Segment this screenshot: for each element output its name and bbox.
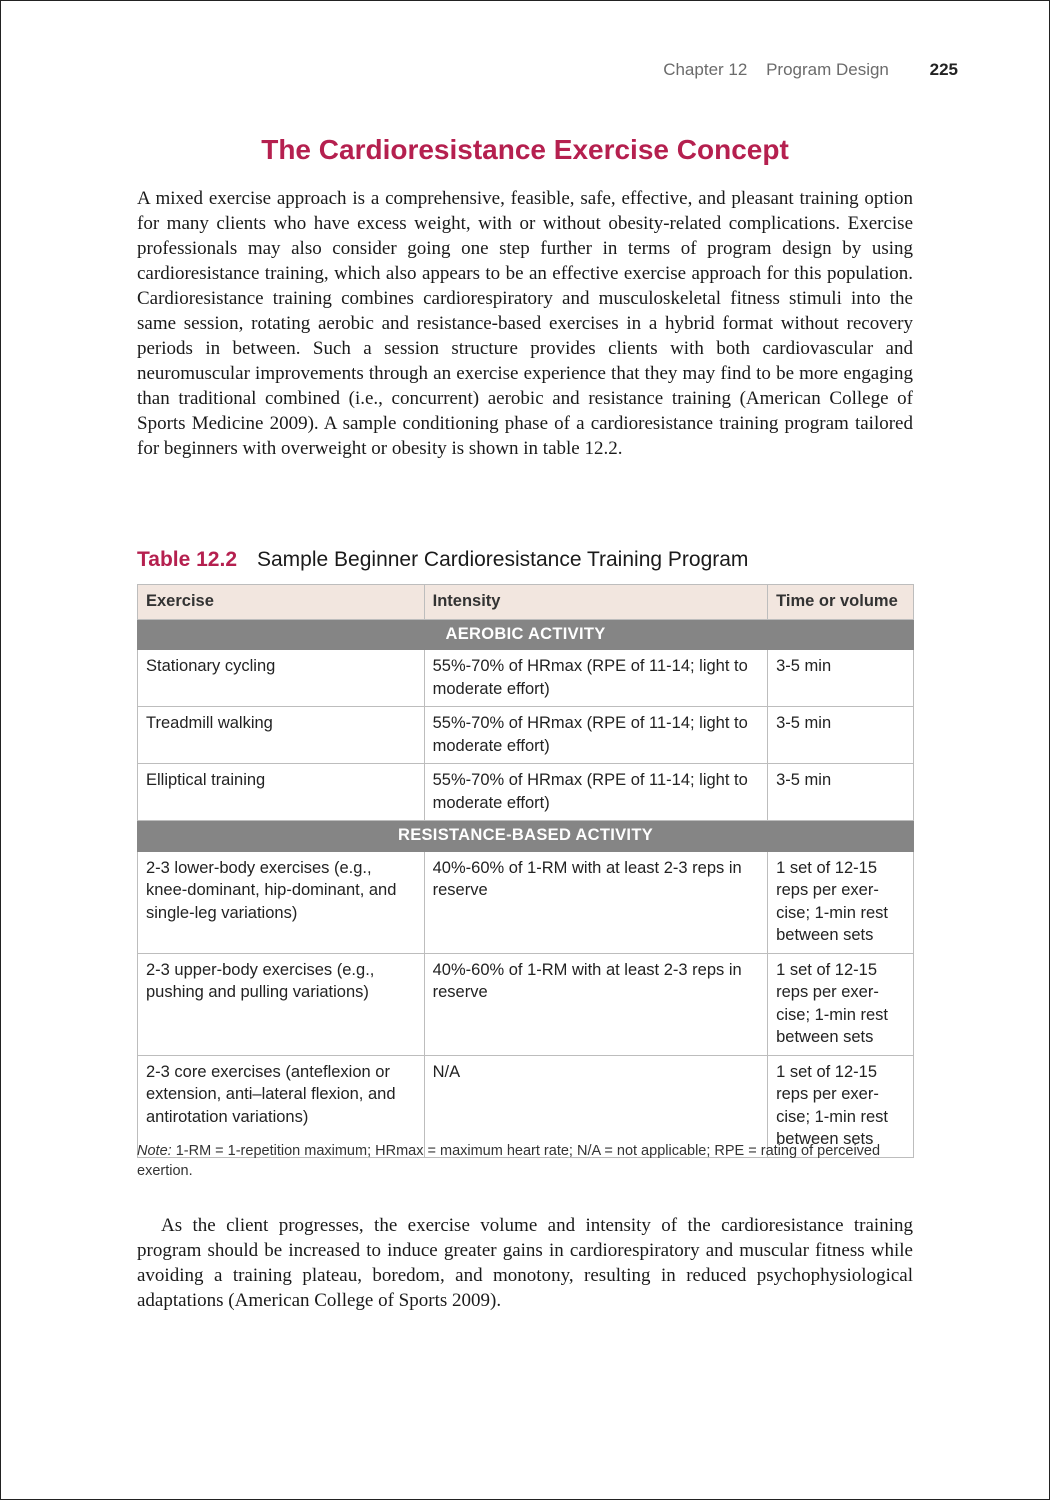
cell-time-volume: 1 set of 12-15 reps per exer-cise; 1-min rest between sets: [768, 953, 914, 1055]
table-note-text: 1-RM = 1-repetition maximum; HRmax = maximum heart rate; N/A = not applicable; RPE = rating of perceived exertion.: [137, 1143, 881, 1179]
table-note-label: Note:: [137, 1143, 172, 1159]
header-exercise: Exercise: [138, 585, 425, 620]
running-head: [663, 60, 958, 80]
body-paragraph-progression: As the client progresses, the exercise volume and intensity of the cardioresistance training program should be increased to induce greater gains in cardiorespiratory and muscular fitness while avoiding a training plateau, boredom, and monotony, resulting in reduced psychophysiological adaptations (American College of Sports 2009).: [137, 1215, 913, 1311]
table-header-row: [138, 585, 914, 620]
cell-exercise: 2-3 core exercises (anteflexion or extension, anti–lateral flexion, and antirotation variations): [138, 1055, 425, 1157]
training-program-table: [137, 584, 914, 1158]
cell-intensity: 55%-70% of HRmax (RPE of 11-14; light to moderate effort): [424, 650, 767, 707]
table-caption: [137, 548, 748, 572]
cell-time-volume: 3-5 min: [768, 650, 914, 707]
table-row: [138, 851, 914, 953]
cell-exercise: 2-3 lower-body exercises (e.g., knee-dominant, hip-dominant, and single-leg variations): [138, 851, 425, 953]
running-head-section: Program Design: [766, 60, 889, 79]
cell-exercise: Elliptical training: [138, 764, 425, 821]
cell-time-volume: 3-5 min: [768, 707, 914, 764]
table-note: [137, 1141, 907, 1181]
page-number: 225: [929, 60, 958, 79]
cell-intensity: N/A: [424, 1055, 767, 1157]
cell-time-volume: 1 set of 12-15 reps per exer-cise; 1-min rest between sets: [768, 1055, 914, 1157]
group-label: AEROBIC ACTIVITY: [138, 619, 914, 650]
body-paragraph-intro: A mixed exercise approach is a comprehensive, feasible, safe, effective, and pleasant training option for many clients who have excess weight, with or without obesity-related complications. Exercise professionals may also consider going one step further in terms of program design by using cardioresistance training, which also appears to be an effective exercise approach for this population. Cardioresistance training combines cardiorespiratory and musculoskeletal fitness stimuli into the same session, rotating aerobic and resistance-based exercises in a hybrid format without recovery periods in between. Such a session structure provides clients with both cardiovascular and neuromuscular improvements through an exercise experience that they may find to be more engaging than traditional combined (i.e., concurrent) aerobic and resistance training (American College of Sports Medicine 2009). A sample conditioning phase of a cardioresistance training program tailored for beginners with overweight or obesity is shown in table 12.2.: [137, 188, 913, 459]
cell-intensity: 40%-60% of 1-RM with at least 2-3 reps in reserve: [424, 953, 767, 1055]
group-label: RESISTANCE-BASED ACTIVITY: [138, 821, 914, 852]
group-row-aerobic: [138, 619, 914, 650]
group-row-resistance: [138, 821, 914, 852]
table-number: Table 12.2: [137, 548, 237, 571]
cell-exercise: 2-3 upper-body exercises (e.g., pushing and pulling variations): [138, 953, 425, 1055]
table-row: [138, 707, 914, 764]
table-row: [138, 953, 914, 1055]
cell-exercise: Stationary cycling: [138, 650, 425, 707]
table-row: [138, 764, 914, 821]
cell-intensity: 40%-60% of 1-RM with at least 2-3 reps in reserve: [424, 851, 767, 953]
cell-intensity: 55%-70% of HRmax (RPE of 11-14; light to moderate effort): [424, 707, 767, 764]
section-title: The Cardioresistance Exercise Concept: [261, 134, 789, 165]
cell-exercise: Treadmill walking: [138, 707, 425, 764]
header-intensity: Intensity: [424, 585, 767, 620]
cell-intensity: 55%-70% of HRmax (RPE of 11-14; light to moderate effort): [424, 764, 767, 821]
header-time-volume: Time or volume: [768, 585, 914, 620]
cell-time-volume: 3-5 min: [768, 764, 914, 821]
table-title: Sample Beginner Cardioresistance Training Program: [257, 548, 749, 571]
cell-time-volume: 1 set of 12-15 reps per exer-cise; 1-min rest between sets: [768, 851, 914, 953]
running-head-chapter: Chapter 12: [663, 60, 748, 79]
table-row: [138, 650, 914, 707]
